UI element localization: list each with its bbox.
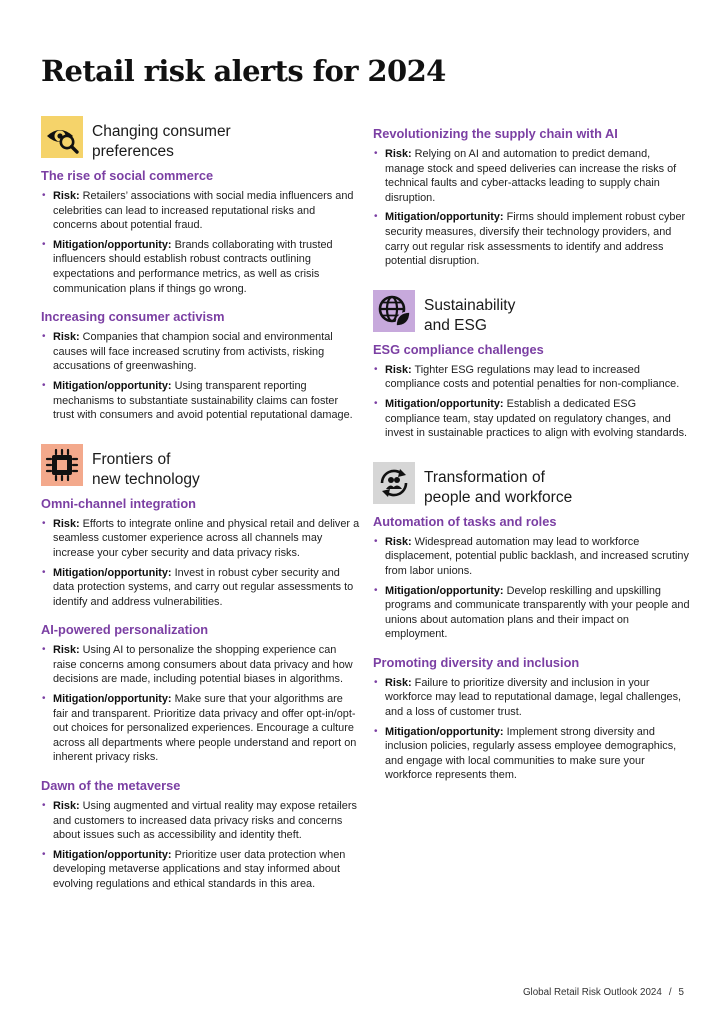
section-automation <box>373 514 691 642</box>
section-heading: ESG compliance challenges <box>373 341 544 357</box>
risk-item <box>373 147 691 205</box>
risk-item <box>41 330 361 374</box>
mitigation-item <box>373 397 691 441</box>
mitigation-text: Make sure that your algorithms are fair and transparent. Prioritize data privacy and offer opt-in/opt-out choices for personalized experiences. Encourage a culture across all departments where people understand and report on inherent privacy risks. <box>53 693 357 764</box>
right-column <box>373 126 691 788</box>
mitigation-item <box>41 238 361 296</box>
risk-item <box>41 643 361 687</box>
mitigation-text: Firms should implement robust cyber security measures, diversify their technology providers, and carry out regular risk assessments to identify and address potential disruption. <box>385 211 686 268</box>
mitigation-item <box>373 210 691 268</box>
page-title: Retail risk alerts for 2024 <box>41 54 446 88</box>
mitigation-label: Mitigation/opportunity: <box>53 693 172 706</box>
category-header-esg <box>373 290 691 336</box>
risk-item <box>373 535 691 579</box>
section-consumer-activism <box>41 309 361 423</box>
risk-text: Companies that champion social and environmental causes will face increased scrutiny from activists, risking accusations of greenwashing. <box>53 331 333 373</box>
section-diversity-inclusion <box>373 655 691 783</box>
mitigation-label: Mitigation/opportunity: <box>385 211 504 224</box>
risk-text: Using augmented and virtual reality may expose retailers and customers to increased data privacy risks and concerns about issues such as accessibility and identity theft. <box>53 800 357 842</box>
mitigation-label: Mitigation/opportunity: <box>53 379 172 392</box>
risk-text: Widespread automation may lead to workforce displacement, potential public backlash, and increased scrutiny from labor unions. <box>385 535 689 577</box>
section-omni-channel <box>41 496 361 610</box>
mitigation-text: Using transparent reporting mechanisms to substantiate sustainability claims can foster trust with consumers and avoid potential reputational damage. <box>53 379 353 422</box>
risk-text: Tighter ESG regulations may lead to increased compliance costs and potential penalties for non-compliance. <box>385 363 680 391</box>
mitigation-text: Brands collaborating with trusted influencers should establish robust contracts outlining expectations and performance metrics, as well as crisis communication plans if things go wrong. <box>53 238 333 295</box>
risk-item <box>373 676 691 720</box>
section-heading: Dawn of the metaverse <box>41 778 181 794</box>
section-esg-compliance <box>373 342 691 441</box>
section-heading: Revolutionizing the supply chain with AI <box>373 126 618 141</box>
category-title-consumer: Changing consumer preferences <box>92 123 231 160</box>
mitigation-label: Mitigation/opportunity: <box>385 725 504 738</box>
mitigation-label: Mitigation/opportunity: <box>385 397 504 410</box>
section-heading: Increasing consumer activism <box>41 309 225 325</box>
category-header-workforce <box>373 462 691 508</box>
category-header-technology <box>41 444 361 490</box>
chip-icon <box>41 444 83 486</box>
mitigation-label: Mitigation/opportunity: <box>53 238 172 251</box>
risk-label: Risk: <box>385 535 412 548</box>
mitigation-item <box>41 692 361 765</box>
risk-label: Risk: <box>385 363 412 376</box>
footer-publication: Global Retail Risk Outlook 2024 <box>522 987 662 998</box>
category-title-workforce: Transformation of people and workforce <box>424 468 573 506</box>
risk-label: Risk: <box>53 331 80 344</box>
section-heading: Automation of tasks and roles <box>373 513 557 529</box>
risk-label: Risk: <box>385 676 412 689</box>
mitigation-item <box>373 584 691 642</box>
people-cycle-icon <box>373 462 415 504</box>
mitigation-text: Implement strong diversity and inclusion policies, regularly assess employee demographics, and engage with local communities to make sure your workforce represents them. <box>385 725 677 782</box>
section-heading: Omni-channel integration <box>41 495 196 511</box>
risk-text: Retailers’ associations with social media influencers and celebrities can lead to increased reputational risks and concerns about potential fraud. <box>53 190 354 232</box>
risk-item <box>41 189 361 233</box>
category-title-technology: Frontiers of new technology <box>92 450 200 488</box>
mitigation-item <box>41 379 361 423</box>
risk-label: Risk: <box>53 800 80 813</box>
risk-item <box>41 517 361 561</box>
section-supply-chain-ai <box>373 126 691 269</box>
risk-item <box>41 799 361 843</box>
risk-label: Risk: <box>53 190 80 202</box>
risk-label: Risk: <box>53 644 80 657</box>
eye-magnifier-icon <box>41 116 83 158</box>
mitigation-label: Mitigation/opportunity: <box>53 848 172 861</box>
section-ai-personalization <box>41 622 361 765</box>
risk-text: Relying on AI and automation to predict demand, manage stock and speed deliveries can increase the risks of technical faults and cyber-attacks leading to supply chain disruption. <box>385 148 677 204</box>
risk-label: Risk: <box>53 517 80 530</box>
page-number: 5 <box>678 987 684 998</box>
risk-label: Risk: <box>385 148 412 160</box>
mitigation-text: Invest in robust cyber security and data protection systems, and carry out regular assessments to identify and address vulnerabilities. <box>53 566 354 608</box>
mitigation-label: Mitigation/opportunity: <box>385 584 504 597</box>
page-footer <box>523 987 684 998</box>
section-heading: AI-powered personalization <box>41 622 209 638</box>
globe-leaf-icon <box>373 290 415 332</box>
left-column <box>41 116 361 897</box>
section-social-commerce <box>41 168 361 296</box>
risk-text: Failure to prioritize diversity and inclusion in your workforce may lead to reputational damage, legal challenges, and a loss of customer trust. <box>385 676 682 719</box>
category-header-consumer <box>41 116 361 162</box>
section-heading: Promoting diversity and inclusion <box>373 654 580 670</box>
mitigation-text: Develop reskilling and upskilling programs and communicate transparently with your people and unions about automation plans and their impact on employment. <box>385 584 690 641</box>
risk-text: Efforts to integrate online and physical retail and deliver a seamless customer experience across all channels may increase your cyber security and data privacy risks. <box>53 517 360 559</box>
mitigation-item <box>373 725 691 783</box>
section-heading: The rise of social commerce <box>41 168 214 183</box>
section-metaverse <box>41 778 361 892</box>
mitigation-item <box>41 566 361 610</box>
mitigation-text: Establish a dedicated ESG compliance team, stay updated on regulatory changes, and invest in sustainable practices to align with evolving standards. <box>385 397 688 440</box>
mitigation-item <box>41 848 361 892</box>
risk-text: Using AI to personalize the shopping experience can raise concerns among consumers about data privacy and how decisions are made, including potential biases in algorithms. <box>53 644 353 686</box>
mitigation-label: Mitigation/opportunity: <box>53 566 172 579</box>
mitigation-text: Prioritize user data protection when developing metaverse applications and stay informed about evolving regulations and ethical standards in this area. <box>53 848 346 890</box>
footer-separator: / <box>668 987 672 998</box>
category-title-esg: Sustainability and ESG <box>424 296 516 334</box>
risk-item <box>373 363 691 392</box>
